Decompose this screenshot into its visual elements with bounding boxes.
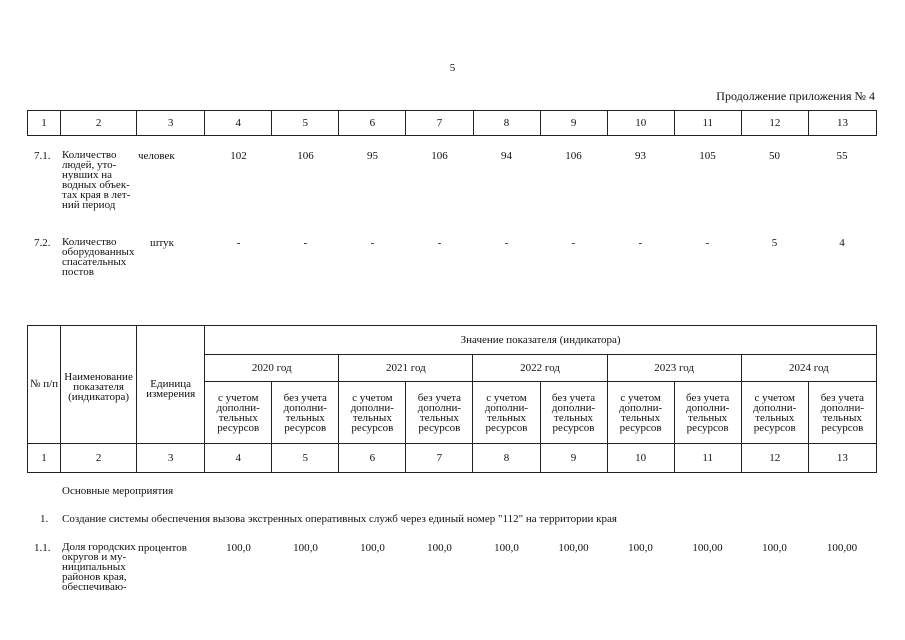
col-num: 6 — [339, 111, 406, 136]
col-num: 13 — [808, 444, 876, 473]
col-num: 6 — [339, 444, 406, 473]
header-without-resources: без учета дополни-тельных ресурсов — [808, 382, 876, 444]
continuation-label: Продолжение приложения № 4 — [716, 89, 875, 103]
col-num: 12 — [741, 111, 808, 136]
header-name: Наименование показателя (индикатора) — [61, 326, 137, 444]
header-year: 2021 год — [339, 355, 473, 382]
header-without-resources: без учета дополни-тельных ресурсов — [540, 382, 607, 444]
col-num: 11 — [674, 111, 741, 136]
header-year: 2020 год — [205, 355, 339, 382]
header-with-resources: с учетом дополни-тельных ресурсов — [607, 382, 674, 444]
item-text: Создание системы обеспечения вызова экстренных оперативных служб через единый номер "112" на территории края — [62, 513, 617, 525]
col-num: 11 — [674, 444, 741, 473]
row-value: - — [638, 237, 643, 249]
header-with-resources: с учетом дополни-тельных ресурсов — [741, 382, 808, 444]
row-value: 105 — [699, 150, 716, 162]
row-value: - — [571, 237, 576, 249]
row-value: 50 — [769, 150, 780, 162]
header-without-resources: без учета дополни-тельных ресурсов — [674, 382, 741, 444]
col-num: 7 — [406, 444, 473, 473]
header-without-resources: без учета дополни-тельных ресурсов — [406, 382, 473, 444]
col-num: 8 — [473, 444, 540, 473]
header-unit: Единица измерения — [137, 326, 205, 444]
row-value: 102 — [230, 150, 247, 162]
row-value: 106 — [565, 150, 582, 162]
col-num: 12 — [741, 444, 808, 473]
col-num: 10 — [607, 111, 674, 136]
col-num: 1 — [28, 444, 61, 473]
col-num: 13 — [808, 111, 876, 136]
row-value: 100,0 — [628, 542, 653, 554]
col-num: 3 — [137, 111, 205, 136]
header-with-resources: с учетом дополни-тельных ресурсов — [473, 382, 540, 444]
col-num: 7 — [406, 111, 473, 136]
row-value: 106 — [431, 150, 448, 162]
row-value: 100,0 — [293, 542, 318, 554]
row-number: 1.1. — [34, 542, 51, 554]
row-value: 100,0 — [360, 542, 385, 554]
row-value: 93 — [635, 150, 646, 162]
row-unit: штук — [150, 237, 174, 249]
row-number: 7.1. — [34, 150, 51, 162]
col-num: 10 — [607, 444, 674, 473]
header-year: 2022 год — [473, 355, 607, 382]
col-num: 5 — [272, 444, 339, 473]
header-year: 2024 год — [741, 355, 876, 382]
col-num: 1 — [28, 111, 61, 136]
column-number-row-top — [27, 110, 877, 136]
item-number: 1. — [40, 513, 49, 525]
col-num: 8 — [473, 111, 540, 136]
row-value: 55 — [836, 150, 848, 162]
row-name: Количество оборудованных спасательных постов — [62, 236, 135, 278]
row-value: 4 — [839, 237, 845, 249]
row-name: Количество людей, уто-нувших на водных объек-тах края в лет-ний период — [62, 149, 131, 211]
header-value-title: Значение показателя (индикатора) — [205, 326, 877, 355]
row-value: 94 — [501, 150, 512, 162]
row-value: - — [370, 237, 375, 249]
col-num: 9 — [540, 111, 607, 136]
section-title: Основные мероприятия — [62, 485, 174, 497]
col-num: 4 — [205, 444, 272, 473]
row-value: 5 — [771, 237, 778, 249]
row-value: 100,00 — [558, 542, 589, 554]
header-with-resources: с учетом дополни-тельных ресурсов — [339, 382, 406, 444]
row-value: 100,00 — [826, 542, 858, 554]
header-year: 2023 год — [607, 355, 741, 382]
row-unit: процентов — [138, 542, 187, 554]
page-number: 5 — [449, 62, 456, 74]
col-num: 4 — [205, 111, 272, 136]
row-value: 100,0 — [226, 542, 251, 554]
row-unit: человек — [138, 150, 175, 162]
header-without-resources: без учета дополни-тельных ресурсов — [272, 382, 339, 444]
row-name: Доля городских округов и му-ниципальных районов края, обеспечиваю- — [62, 541, 136, 593]
row-value: - — [705, 237, 710, 249]
indicator-header-table — [27, 325, 877, 473]
col-num: 2 — [61, 444, 137, 473]
header-num: № п/п — [28, 326, 61, 444]
col-num: 2 — [61, 111, 137, 136]
row-value: - — [504, 237, 509, 249]
row-value: 106 — [297, 150, 314, 162]
row-value: 100,0 — [427, 542, 452, 554]
row-value: 100,0 — [494, 542, 519, 554]
row-value: - — [437, 237, 442, 249]
col-num: 5 — [272, 111, 339, 136]
row-value: 95 — [367, 150, 378, 162]
col-num: 9 — [540, 444, 607, 473]
row-value: 100,0 — [762, 542, 787, 554]
row-value: 100,00 — [692, 542, 723, 554]
row-number: 7.2. — [34, 237, 51, 249]
row-value: - — [236, 237, 241, 249]
header-with-resources: с учетом дополни-тельных ресурсов — [205, 382, 272, 444]
row-value: - — [303, 237, 308, 249]
col-num: 3 — [137, 444, 205, 473]
